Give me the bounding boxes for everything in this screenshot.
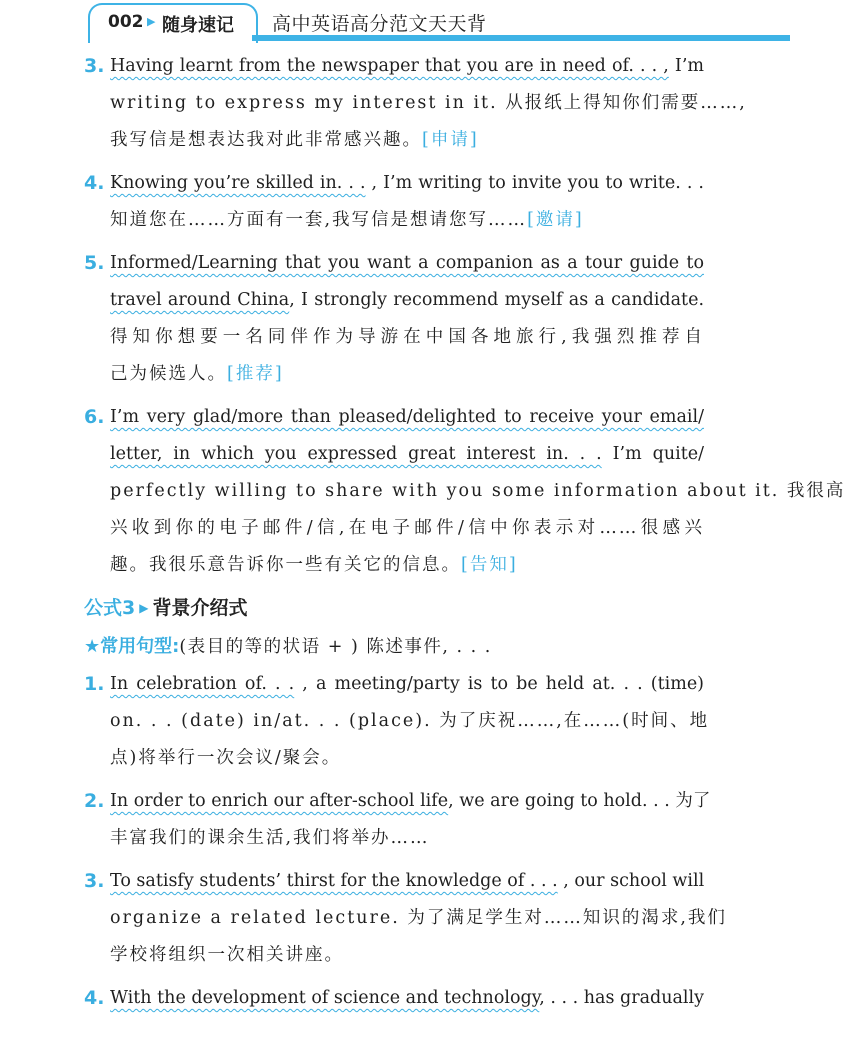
line-text: 兴收到你的电子邮件/信,在电子邮件/信中你表示对……很感兴 xyxy=(110,518,704,538)
text-line xyxy=(110,783,711,820)
sentence-item xyxy=(0,863,790,974)
category-tag: [告知] xyxy=(461,555,518,575)
text-line xyxy=(110,202,704,239)
line-text: 我写信是想表达我对此非常感兴趣。 xyxy=(110,130,422,150)
line-text: , I’m writing to invite you to write. . . xyxy=(365,173,704,193)
text-line xyxy=(110,399,704,436)
sentence-list-b xyxy=(0,666,790,1017)
sentence-item xyxy=(0,48,790,159)
category-tag: [推荐] xyxy=(227,364,284,384)
text-line xyxy=(110,820,704,857)
key-phrase: I’m very glad/more than pleased/delighted to receive your email/ xyxy=(110,407,704,427)
line-text: writing to express my interest in it. 从报纸上得知你们需要……, xyxy=(110,93,747,113)
text-line xyxy=(110,863,704,900)
sentence-item xyxy=(0,399,845,584)
text-line xyxy=(110,85,747,122)
line-text: 得知你想要一名同伴作为导游在中国各地旅行,我强烈推荐自 xyxy=(110,327,704,347)
text-line xyxy=(110,547,704,584)
sentence-list-a xyxy=(0,48,845,584)
line-text: 知道您在……方面有一套,我写信是想请您写…… xyxy=(110,210,528,230)
section-heading xyxy=(0,588,790,628)
star-icon: ★ xyxy=(84,636,101,657)
page-header xyxy=(0,0,790,48)
line-text: perfectly willing to share with you some information about it. 我很高 xyxy=(110,481,845,501)
text-line xyxy=(110,282,704,319)
key-phrase: In celebration of. . . xyxy=(110,674,295,694)
key-phrase: In order to enrich our after-school life xyxy=(110,791,449,811)
common-pattern-text: (表目的等的状语 + ) 陈述事件, . . . xyxy=(179,637,492,657)
category-tag: [申请] xyxy=(422,130,479,150)
formula-label: 公式3 xyxy=(84,597,136,619)
text-line xyxy=(110,980,704,1017)
line-text: 学校将组织一次相关讲座。 xyxy=(110,945,344,965)
item-number: 4. xyxy=(84,172,105,194)
key-phrase: travel around China xyxy=(110,290,290,310)
item-number: 1. xyxy=(84,673,105,695)
text-line xyxy=(110,510,704,547)
page-content xyxy=(0,48,845,1023)
text-line xyxy=(110,900,727,937)
key-phrase: With the development of science and technology xyxy=(110,988,540,1008)
line-text: 丰富我们的课余生活,我们将举办…… xyxy=(110,828,430,848)
category-tag: [邀请] xyxy=(527,210,584,230)
text-line xyxy=(110,703,710,740)
sentence-item xyxy=(0,980,790,1017)
text-line xyxy=(110,48,704,85)
sentence-item xyxy=(0,165,790,239)
key-phrase: Knowing you’re skilled in. . . xyxy=(110,173,366,193)
text-line xyxy=(110,122,704,159)
text-line xyxy=(110,740,704,777)
text-line xyxy=(110,473,845,510)
sentence-item xyxy=(0,666,790,777)
item-number: 2. xyxy=(84,790,105,812)
line-text: 己为候选人。 xyxy=(110,364,227,384)
item-number: 5. xyxy=(84,252,105,274)
line-text: 趣。我很乐意告诉你一些有关它的信息。 xyxy=(110,555,461,575)
line-text: , . . . has gradually xyxy=(539,988,705,1008)
line-text: , a meeting/party is to be held at. . . (time) xyxy=(294,674,705,694)
triangle-arrow-icon: ▶ xyxy=(147,15,156,28)
common-pattern-label: 常用句型: xyxy=(100,636,180,657)
section-label: 随身速记 xyxy=(162,15,234,36)
item-number: 3. xyxy=(84,870,105,892)
text-line xyxy=(110,319,704,356)
line-text: organize a related lecture. 为了满足学生对……知识的渴求,我们 xyxy=(110,908,727,928)
book-title: 高中英语高分范文天天背 xyxy=(272,13,487,35)
item-number: 3. xyxy=(84,55,105,77)
triangle-arrow-icon: ▶ xyxy=(139,601,149,615)
line-text: I’m xyxy=(668,56,704,76)
sentence-item xyxy=(0,783,790,857)
text-line xyxy=(110,937,704,974)
formula-name: 背景介绍式 xyxy=(152,597,248,619)
key-phrase: To satisfy students’ thirst for the knowledge of . . . xyxy=(110,871,558,891)
line-text: , I strongly recommend myself as a candidate. xyxy=(289,290,705,310)
line-text: , we are going to hold. . . 为了 xyxy=(448,791,711,811)
key-phrase: Having learnt from the newspaper that you are in need of. . . , xyxy=(110,56,669,76)
text-line xyxy=(110,356,704,393)
sentence-item xyxy=(0,245,790,393)
text-line xyxy=(110,666,704,703)
page-number: 002 xyxy=(108,12,144,32)
item-number: 6. xyxy=(84,406,105,428)
line-text: on. . . (date) in/at. . . (place). 为了庆祝……,在……(时间、地 xyxy=(110,711,710,731)
item-number: 4. xyxy=(84,987,105,1009)
text-line xyxy=(110,245,704,282)
key-phrase: letter, in which you expressed great interest in. . . xyxy=(110,444,602,464)
text-line xyxy=(110,165,704,202)
line-text: I’m quite/ xyxy=(601,444,704,464)
key-phrase: Informed/Learning that you want a companion as a tour guide to xyxy=(110,253,704,273)
line-text: , our school will xyxy=(557,871,705,891)
common-pattern xyxy=(0,628,790,666)
text-line xyxy=(110,436,704,473)
line-text: 点)将举行一次会议/聚会。 xyxy=(110,748,342,768)
